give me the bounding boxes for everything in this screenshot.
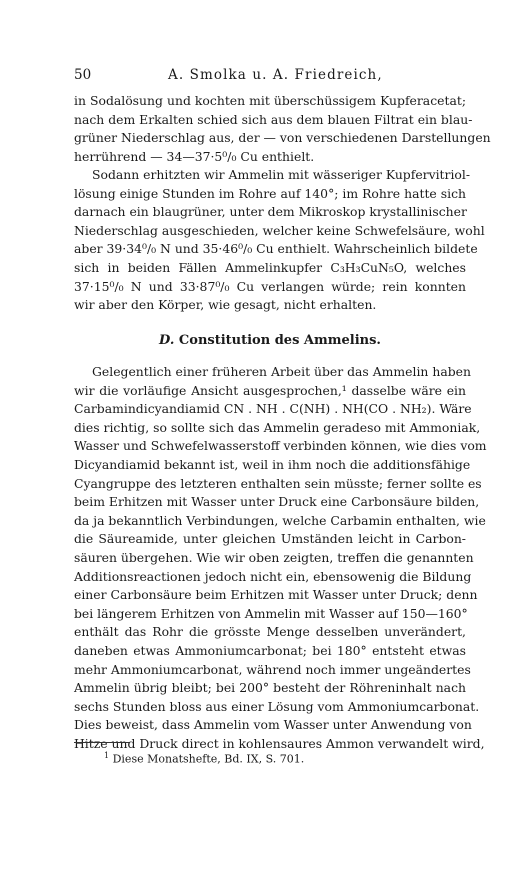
page-number: 50 [74, 67, 92, 83]
text-line: sechs Stunden bloss aus einer Lösung vom Ammoniumcarbonat. [74, 698, 480, 714]
running-title: A. Smolka u. A. Friedreich, [168, 67, 383, 83]
text-line: wir die vorläufige Ansicht ausgesprochen,¹ dasselbe wäre ein [74, 382, 466, 398]
text-line: Hitze und Druck direct in kohlensaures Ammon verwandelt wird, [74, 735, 485, 751]
text-line: Gelegentlich einer früheren Arbeit über das Ammelin haben [92, 364, 471, 379]
paragraph-constitution [74, 363, 487, 753]
text-line: nach dem Erkalten schied sich aus dem blauen Filtrat ein blau- [74, 111, 473, 127]
text-line: bei längerem Erhitzen von Ammelin mit Wasser auf 150—160° [74, 605, 468, 621]
text-line: einer Carbonsäure beim Erhitzen mit Wasser unter Druck; denn [74, 587, 478, 603]
paragraph-copper-acetate [74, 92, 491, 166]
text-line: aber 39·34⁰/₀ N und 35·46⁰/₀ Cu enthielt. Wahrscheinlich bildete [74, 241, 478, 257]
footnote-text: Diese Monatshefte, Bd. IX, S. 701. [112, 752, 305, 766]
section-heading [74, 333, 466, 348]
text-line: da ja bekanntlich Verbindungen, welche Carbamin enthalten, wie [74, 512, 486, 528]
text-line: lösung einige Stunden im Rohre auf 140°; im Rohre hatte sich [74, 185, 466, 201]
text-line: Dies beweist, dass Ammelin vom Wasser unter Anwendung von [74, 717, 472, 733]
text-line: mehr Ammoniumcarbonat, während noch immer ungeändertes [74, 661, 471, 677]
text-line: Wasser und Schwefelwasserstoff verbinden können, wie dies vom [74, 438, 487, 454]
text-line: 37·15⁰/₀ N und 33·87⁰/₀ Cu verlangen würde; rein konnten [74, 278, 466, 294]
section-letter: D. [159, 333, 175, 348]
footnote-rule [74, 742, 130, 743]
text-line: Sodann erhitzten wir Ammelin mit wässeriger Kupfervitriol- [92, 167, 471, 182]
text-line: Dicyandiamid bekannt ist, weil in ihm noch die additionsfähige [74, 456, 471, 472]
text-line: Cyangruppe des letzteren enthalten sein müsste; ferner sollte es [74, 475, 482, 491]
text-line: Niederschlag ausgeschieden, welcher keine Schwefelsäure, wohl [74, 222, 485, 238]
text-line: säuren übergehen. Wie wir oben zeigten, treffen die genannten [74, 549, 474, 565]
text-line: die Säureamide, unter gleichen Umständen leicht in Carbon- [74, 531, 466, 547]
text-line: wir aber den Körper, wie gesagt, nicht erhalten. [74, 297, 377, 313]
text-line: darnach ein blaugrüner, unter dem Mikroskop krystallinischer [74, 204, 467, 220]
text-line: Additionsreactionen jedoch nicht ein, ebensowenig die Bildung [74, 568, 472, 584]
text-line: Carbamindicyandiamid CN . NH . C(NH) . NH(CO . NH₂). Wäre [74, 401, 472, 417]
text-line: herrührend — 34—37·5⁰/₀ Cu enthielt. [74, 148, 315, 164]
section-title: Constitution des Ammelins. [178, 333, 381, 348]
paragraph-copper-vitriol [74, 166, 485, 315]
text-line: grüner Niederschlag aus, der — von verschiedenen Darstellungen [74, 130, 491, 146]
text-line: sich in beiden Fällen Ammelinkupfer C₃H₃CuN₅O, welches [74, 259, 466, 275]
page-header [74, 67, 466, 87]
text-line: dies richtig, so sollte sich das Ammelin geradeso mit Ammoniak, [74, 419, 481, 435]
footnote [104, 751, 304, 766]
footnote-marker: 1 [104, 751, 110, 760]
text-line: enthält das Rohr die grösste Menge desselben unverändert, [74, 624, 466, 640]
text-line: Ammelin übrig bleibt; bei 200° besteht der Röhreninhalt nach [74, 680, 466, 696]
text-line: beim Erhitzen mit Wasser unter Druck eine Carbonsäure bilden, [74, 494, 480, 510]
text-line: daneben etwas Ammoniumcarbonat; bei 180° entsteht etwas [74, 642, 466, 658]
text-line: in Sodalösung und kochten mit überschüssigem Kupferacetat; [74, 93, 466, 108]
